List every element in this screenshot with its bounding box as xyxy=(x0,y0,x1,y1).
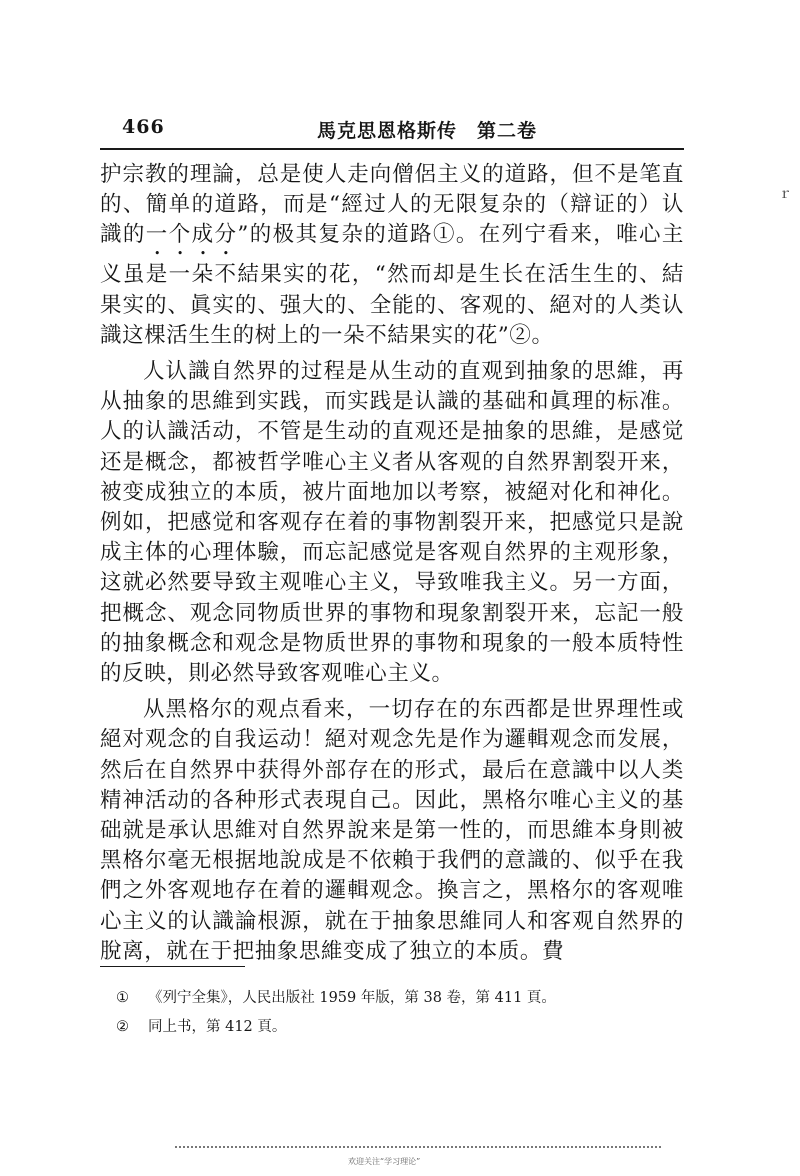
footnote-rule xyxy=(100,966,245,967)
scan-margin-mark: ｒ xyxy=(778,186,792,202)
body-text xyxy=(100,160,684,967)
paragraph-3: 从黑格尔的观点看来，一切存在的东西都是世界理性或絕对观念的自我运动！絕对观念先是作为邏輯观念而发展，然后在自然界中获得外部存在的形式，最后在意識中以人类精神活动的各种形式表現自己。因此，黑格尔唯心主义的基础就是承认思維对自然界說来是第一性的，而思維本身則被黑格尔毫无根据地說成是不依賴于我們的意識的、似乎在我們之外客观地存在着的邏輯观念。換言之，黑格尔的客观唯心主义的认識論根源，就在于抽象思維同人和客观自然界的脫离，就在于把抽象思維变成了独立的本质。費 xyxy=(100,697,684,964)
footnotes xyxy=(116,984,676,1042)
paragraph-1 xyxy=(100,160,684,351)
footnote-mark: ② xyxy=(116,1019,129,1035)
footnote-text: 《列宁全集》，人民出版社 1959 年版，第 38 卷，第 411 頁。 xyxy=(148,990,556,1006)
header-rule xyxy=(100,148,684,150)
running-title: 馬克思恩格斯传 第二卷 xyxy=(317,120,538,142)
page-header xyxy=(122,116,680,144)
page-number: 466 xyxy=(122,116,165,138)
footnote-mark: ① xyxy=(116,990,129,1006)
paragraph-2: 人认識自然界的过程是从生动的直观到抽象的思維，再从抽象的思維到实践，而实践是认識的基础和眞理的标准。人的认識活动，不管是生动的直观还是抽象的思維，是感觉还是概念，都被哲学唯心主义者从客观的自然界割裂开来，被变成独立的本质，被片面地加以考察，被絕对化和神化。例如，把感觉和客观存在着的事物割裂开来，把感觉只是說成主体的心理体驗，而忘記感觉是客观自然界的主观形象，这就必然要导致主观唯心主义，导致唯我主义。另一方面，把概念、观念同物质世界的事物和現象割裂开来，忘記一般的抽象概念和观念是物质世界的事物和現象的一般本质特性的反映，則必然导致客观唯心主义。 xyxy=(100,359,684,687)
scan-bottom-dots xyxy=(175,1146,661,1148)
footnote xyxy=(116,984,676,1013)
footnote xyxy=(116,1013,676,1042)
footnote-text: 同上书，第 412 頁。 xyxy=(148,1019,287,1035)
paragraph-1-text: 护宗教的理論，总是使人走向僧侶主义的道路，但不是笔直的、簡单的道路，而是“經过人的无限复杂的（辯证的）认識的 xyxy=(100,162,684,248)
paragraph-1-text-cont: ”的极其复杂的道路①。在列宁看来，唯心主义虽是一朵不結果实的花，“然而却是生长在活生生的、結果实的、眞实的、强大的、全能的、客观的、絕对的人类认識这棵活生生的树上的一朵不結果实的花”②。 xyxy=(100,222,685,348)
bottom-credit: 欢迎关注“学习理论” xyxy=(348,1157,421,1166)
emphasized-phrase: 一个成分 xyxy=(145,222,238,248)
